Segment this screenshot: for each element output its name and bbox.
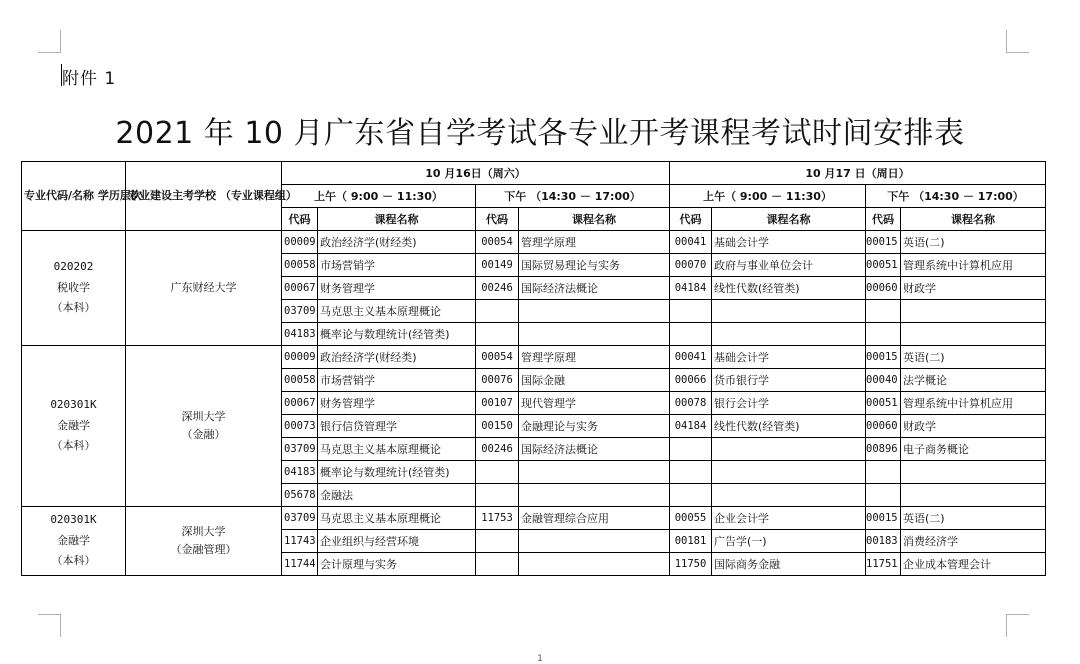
course-code-cell: 11751 <box>866 553 901 576</box>
course-code-cell <box>866 300 901 323</box>
course-name-cell <box>519 553 670 576</box>
header-course: 课程名称 <box>318 208 476 231</box>
course-name-cell <box>519 530 670 553</box>
school-course-group: （金融管理） <box>170 543 237 556</box>
course-code-cell: 03709 <box>282 300 318 323</box>
course-name-cell: 英语(二) <box>901 231 1046 254</box>
header-day-1-morning: 上午（ 9:00 － 11:30） <box>282 185 476 208</box>
course-code-cell <box>866 461 901 484</box>
course-name-cell: 货币银行学 <box>712 369 866 392</box>
course-name-cell <box>519 323 670 346</box>
course-name-cell: 财政学 <box>901 415 1046 438</box>
course-code-cell <box>476 553 519 576</box>
header-course: 课程名称 <box>712 208 866 231</box>
course-code-cell: 00058 <box>282 369 318 392</box>
course-code-cell: 00015 <box>866 231 901 254</box>
course-name-cell: 企业成本管理会计 <box>901 553 1046 576</box>
header-code: 代码 <box>476 208 519 231</box>
course-name-cell: 会计原理与实务 <box>318 553 476 576</box>
exam-schedule-table <box>21 161 1046 576</box>
course-name-cell: 国际贸易理论与实务 <box>519 254 670 277</box>
course-name-cell: 国际经济法概论 <box>519 438 670 461</box>
course-name-cell: 法学概论 <box>901 369 1046 392</box>
course-name-cell: 银行会计学 <box>712 392 866 415</box>
course-name-cell: 马克思主义基本原理概论 <box>318 300 476 323</box>
course-name-cell: 马克思主义基本原理概论 <box>318 507 476 530</box>
course-code-cell: 00183 <box>866 530 901 553</box>
school-cell <box>126 346 282 507</box>
header-day-1: 10 月16日（周六） <box>282 162 670 185</box>
school-name: 广东财经大学 <box>170 281 237 295</box>
course-code-cell: 00015 <box>866 346 901 369</box>
course-code-cell: 00051 <box>866 392 901 415</box>
course-code-cell: 03709 <box>282 438 318 461</box>
course-name-cell: 广告学(一) <box>712 530 866 553</box>
course-name-cell <box>712 438 866 461</box>
course-name-cell: 消费经济学 <box>901 530 1046 553</box>
school-name: 深圳大学 <box>181 525 226 539</box>
course-name-cell: 管理学原理 <box>519 346 670 369</box>
course-code-cell: 11744 <box>282 553 318 576</box>
course-name-cell: 财务管理学 <box>318 277 476 300</box>
header-day-2-morning: 上午（ 9:00 － 11:30） <box>670 185 866 208</box>
course-code-cell: 00054 <box>476 346 519 369</box>
header-school: 专业建设主考学校 （专业课程组） <box>126 162 282 231</box>
major-major-code: 020301K <box>50 397 97 411</box>
course-code-cell: 00073 <box>282 415 318 438</box>
course-code-cell: 00107 <box>476 392 519 415</box>
course-code-cell <box>476 484 519 507</box>
course-code-cell <box>476 461 519 484</box>
course-name-cell: 线性代数(经管类) <box>712 415 866 438</box>
course-code-cell: 00149 <box>476 254 519 277</box>
course-name-cell: 政府与事业单位会计 <box>712 254 866 277</box>
course-name-cell: 企业组织与经营环境 <box>318 530 476 553</box>
course-name-cell: 国际商务金融 <box>712 553 866 576</box>
course-code-cell: 04183 <box>282 461 318 484</box>
course-name-cell <box>901 461 1046 484</box>
course-code-cell <box>476 300 519 323</box>
header-day-1-afternoon: 下午 （14:30 － 17:00） <box>476 185 670 208</box>
course-code-cell: 00055 <box>670 507 712 530</box>
course-code-cell: 00051 <box>866 254 901 277</box>
course-code-cell: 00041 <box>670 346 712 369</box>
course-name-cell <box>519 484 670 507</box>
course-code-cell <box>866 484 901 507</box>
crop-mark-bottom-right <box>1006 614 1029 637</box>
header-course: 课程名称 <box>901 208 1046 231</box>
course-code-cell: 00181 <box>670 530 712 553</box>
major-cell <box>22 507 126 576</box>
course-name-cell: 财务管理学 <box>318 392 476 415</box>
course-code-cell <box>476 323 519 346</box>
course-name-cell: 政治经济学(财经类) <box>318 346 476 369</box>
attachment-label[interactable]: 附件 1 <box>62 69 117 89</box>
course-name-cell: 国际经济法概论 <box>519 277 670 300</box>
course-name-cell: 电子商务概论 <box>901 438 1046 461</box>
course-code-cell: 00015 <box>866 507 901 530</box>
major-major-code: 020202 <box>53 259 94 273</box>
course-code-cell: 00076 <box>476 369 519 392</box>
course-code-cell: 04184 <box>670 415 712 438</box>
course-code-cell: 05678 <box>282 484 318 507</box>
course-code-cell: 00070 <box>670 254 712 277</box>
table-row <box>22 507 1046 530</box>
course-code-cell: 04184 <box>670 277 712 300</box>
header-course: 课程名称 <box>519 208 670 231</box>
course-name-cell: 金融管理综合应用 <box>519 507 670 530</box>
course-code-cell: 00078 <box>670 392 712 415</box>
school-course-group: （金融） <box>181 428 226 441</box>
course-name-cell <box>712 484 866 507</box>
major-level: （本科） <box>51 301 96 315</box>
course-name-cell: 现代管理学 <box>519 392 670 415</box>
course-name-cell: 基础会计学 <box>712 231 866 254</box>
course-code-cell <box>670 484 712 507</box>
course-name-cell: 银行信贷管理学 <box>318 415 476 438</box>
school-name: 深圳大学 <box>181 410 226 424</box>
course-name-cell: 英语(二) <box>901 507 1046 530</box>
course-name-cell: 概率论与数理统计(经管类) <box>318 461 476 484</box>
major-cell <box>22 346 126 507</box>
course-name-cell <box>901 323 1046 346</box>
course-code-cell <box>670 300 712 323</box>
course-code-cell: 11753 <box>476 507 519 530</box>
course-name-cell: 管理系统中计算机应用 <box>901 392 1046 415</box>
header-day-2-afternoon: 下午 （14:30 － 17:00） <box>866 185 1046 208</box>
course-code-cell: 00246 <box>476 438 519 461</box>
course-name-cell <box>519 461 670 484</box>
course-name-cell: 金融理论与实务 <box>519 415 670 438</box>
major-cell <box>22 231 126 346</box>
crop-mark-top-left <box>38 30 61 53</box>
header-day-2: 10 月17 日（周日） <box>670 162 1046 185</box>
course-code-cell: 00040 <box>866 369 901 392</box>
course-code-cell: 11750 <box>670 553 712 576</box>
schedule-body <box>22 231 1046 576</box>
major-major-code: 020301K <box>50 512 97 526</box>
header-major: 专业代码/名称 学历层次 <box>22 162 126 231</box>
course-code-cell: 00066 <box>670 369 712 392</box>
table-row <box>22 346 1046 369</box>
course-name-cell: 国际金融 <box>519 369 670 392</box>
course-code-cell: 00058 <box>282 254 318 277</box>
course-name-cell: 线性代数(经管类) <box>712 277 866 300</box>
header-code: 代码 <box>282 208 318 231</box>
course-name-cell <box>712 323 866 346</box>
course-name-cell: 概率论与数理统计(经管类) <box>318 323 476 346</box>
course-code-cell <box>476 530 519 553</box>
course-name-cell <box>712 461 866 484</box>
document-title[interactable]: 2021 年 10 月广东省自学考试各专业开考课程考试时间安排表 <box>115 116 965 151</box>
course-code-cell <box>670 323 712 346</box>
crop-mark-top-right <box>1006 30 1029 53</box>
course-name-cell: 英语(二) <box>901 346 1046 369</box>
school-cell <box>126 507 282 576</box>
header-code: 代码 <box>670 208 712 231</box>
course-code-cell <box>670 438 712 461</box>
course-code-cell: 00067 <box>282 277 318 300</box>
table-row <box>22 231 1046 254</box>
course-name-cell: 管理系统中计算机应用 <box>901 254 1046 277</box>
course-name-cell <box>712 300 866 323</box>
course-code-cell: 00054 <box>476 231 519 254</box>
course-code-cell: 00246 <box>476 277 519 300</box>
course-code-cell: 00009 <box>282 346 318 369</box>
course-name-cell: 市场营销学 <box>318 369 476 392</box>
course-name-cell: 金融法 <box>318 484 476 507</box>
course-name-cell: 马克思主义基本原理概论 <box>318 438 476 461</box>
course-name-cell <box>901 484 1046 507</box>
major-major-name: 税收学 <box>57 280 90 294</box>
course-name-cell: 财政学 <box>901 277 1046 300</box>
course-code-cell: 03709 <box>282 507 318 530</box>
course-code-cell <box>670 461 712 484</box>
course-code-cell <box>866 323 901 346</box>
course-code-cell: 00009 <box>282 231 318 254</box>
major-level: （本科） <box>51 554 96 568</box>
course-code-cell: 00150 <box>476 415 519 438</box>
major-major-name: 金融学 <box>57 533 90 547</box>
school-cell <box>126 231 282 346</box>
major-level: （本科） <box>51 439 96 453</box>
course-code-cell: 04183 <box>282 323 318 346</box>
course-code-cell: 11743 <box>282 530 318 553</box>
crop-mark-bottom-left <box>38 614 61 637</box>
course-name-cell: 企业会计学 <box>712 507 866 530</box>
course-name-cell: 基础会计学 <box>712 346 866 369</box>
page-number: 1 <box>537 654 543 664</box>
course-name-cell <box>519 300 670 323</box>
course-code-cell: 00067 <box>282 392 318 415</box>
course-name-cell: 市场营销学 <box>318 254 476 277</box>
course-code-cell: 00896 <box>866 438 901 461</box>
header-code: 代码 <box>866 208 901 231</box>
course-name-cell: 政治经济学(财经类) <box>318 231 476 254</box>
course-code-cell: 00060 <box>866 277 901 300</box>
course-code-cell: 00041 <box>670 231 712 254</box>
course-code-cell: 00060 <box>866 415 901 438</box>
major-major-name: 金融学 <box>57 418 90 432</box>
course-name-cell: 管理学原理 <box>519 231 670 254</box>
course-name-cell <box>901 300 1046 323</box>
